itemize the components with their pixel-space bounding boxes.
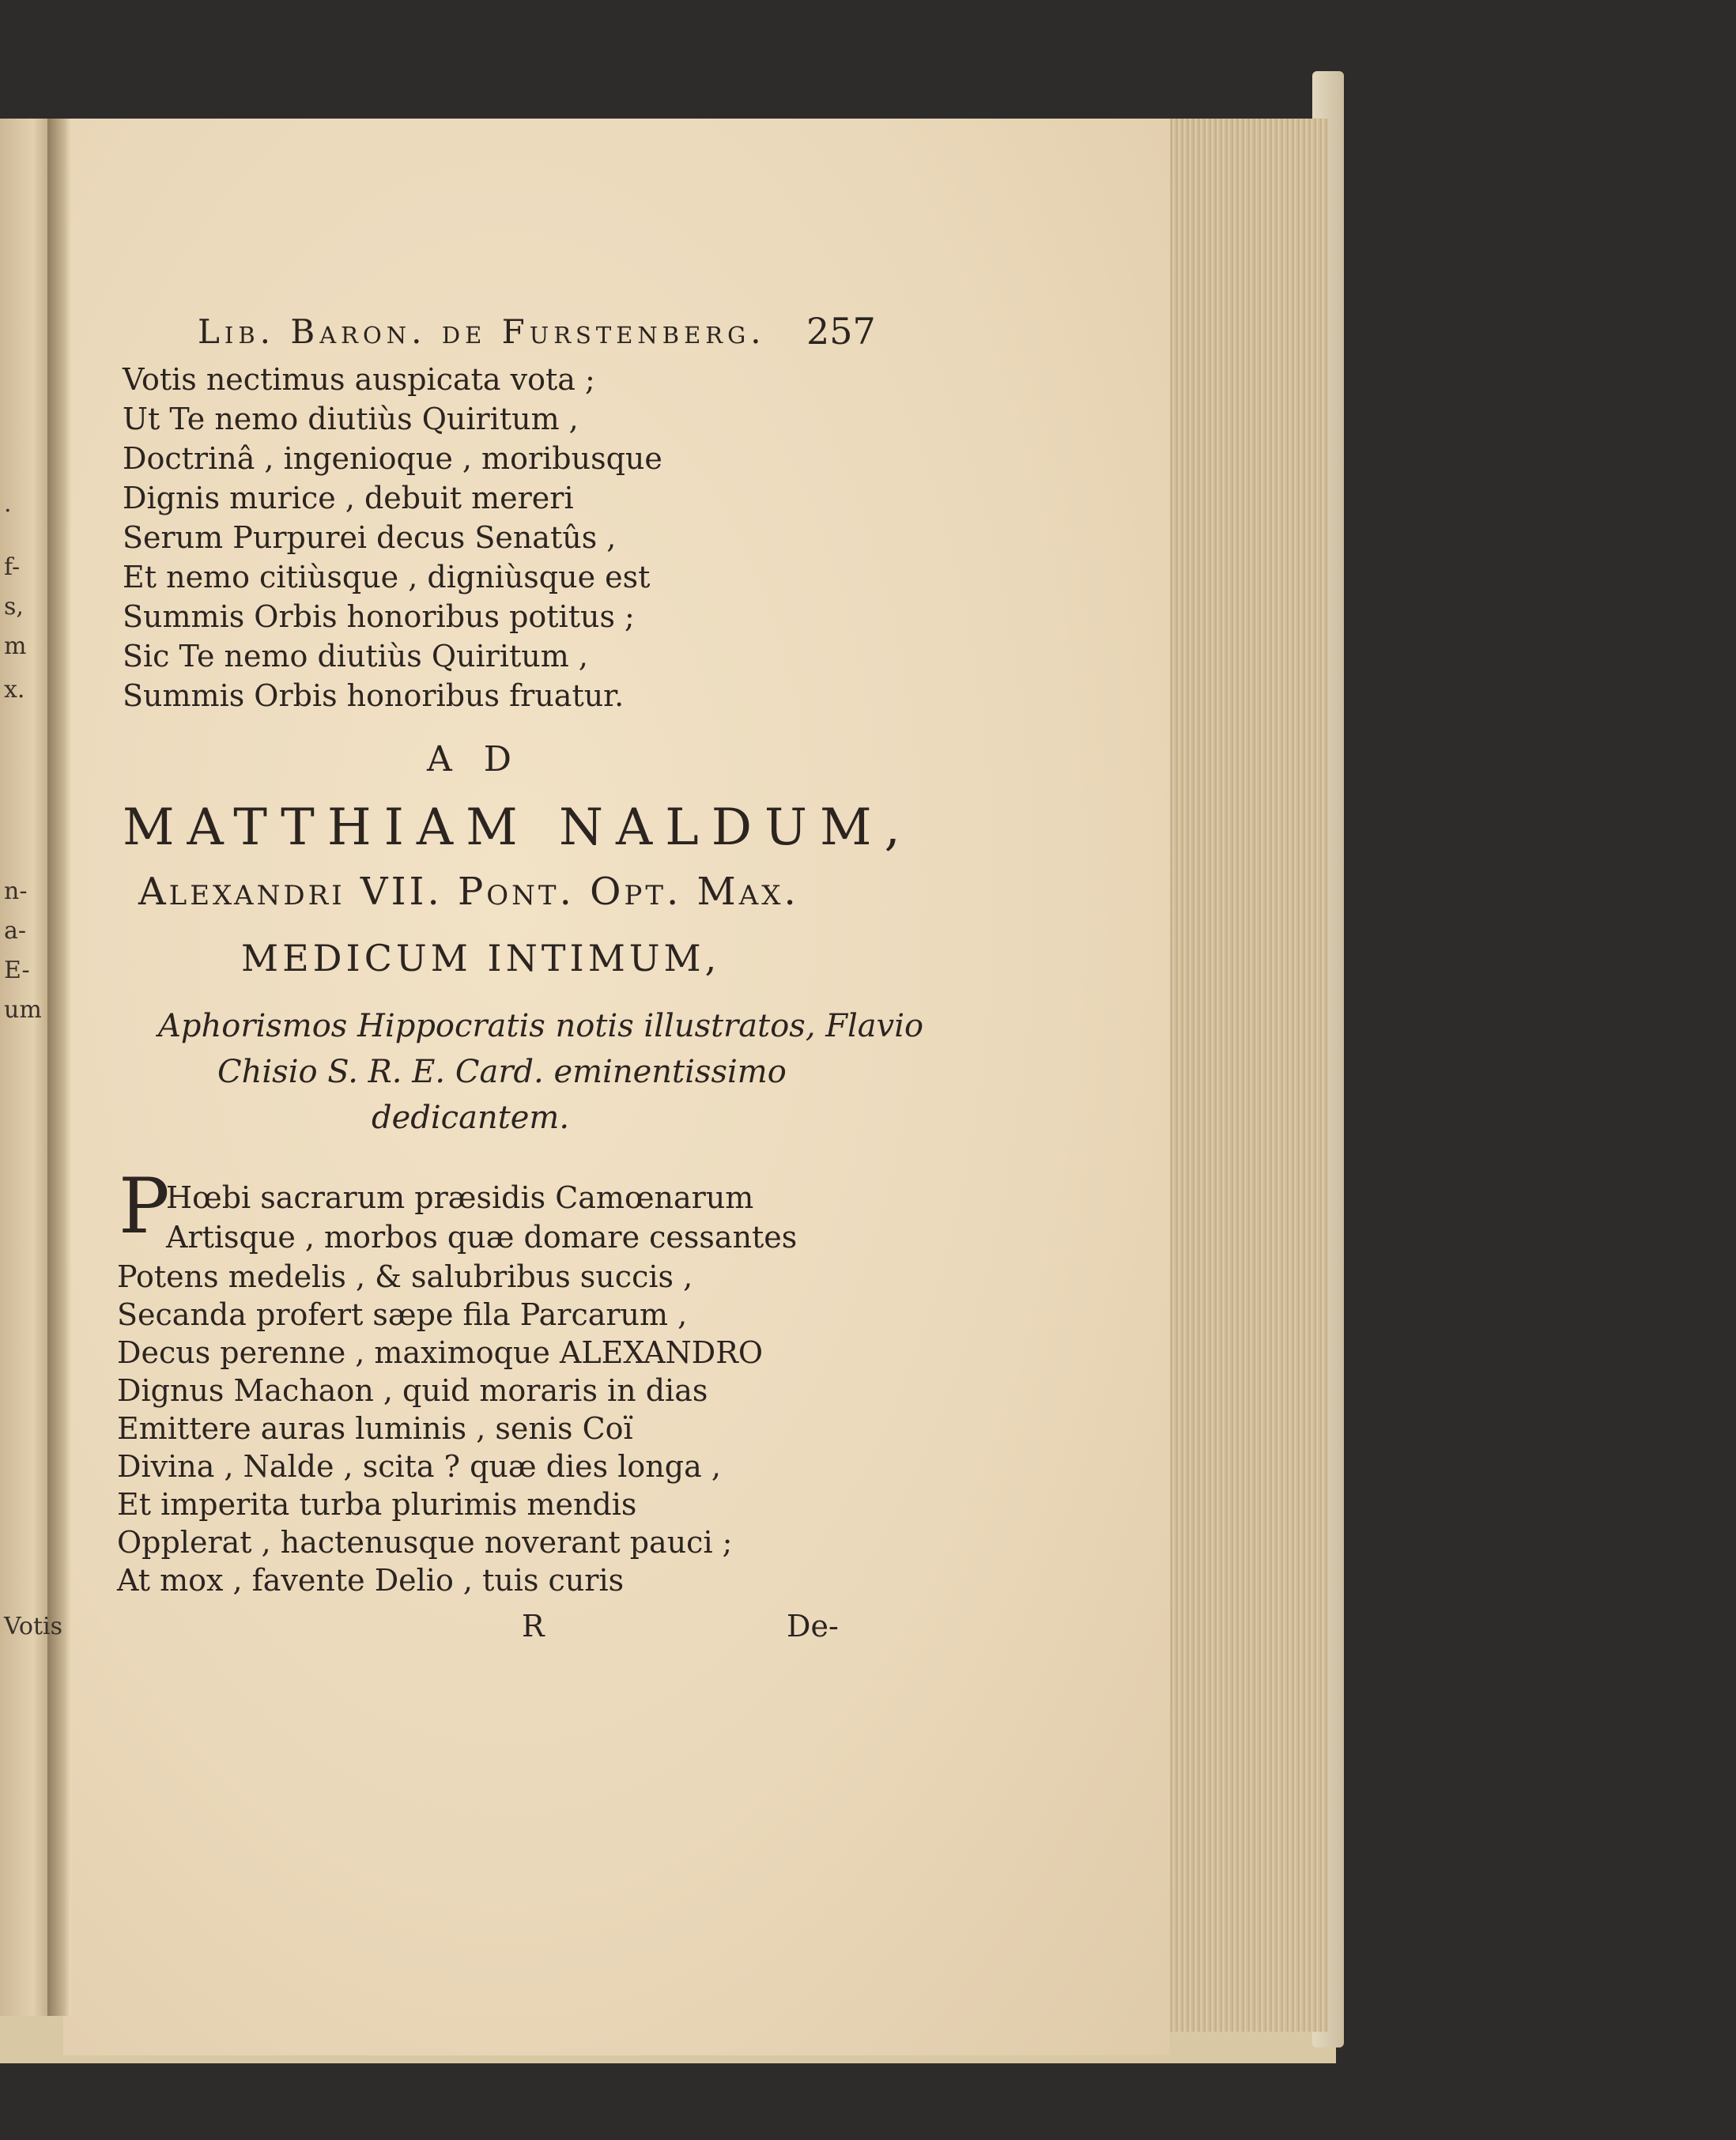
heading-ad: AD — [427, 739, 544, 779]
left-fragment: E- — [4, 957, 30, 984]
poem-line: Decus perenne , maximoque ALEXANDRO — [117, 1335, 764, 1370]
verse-line: Dignis murice , debuit mereri — [123, 481, 574, 515]
page-edges — [1170, 119, 1328, 2032]
verse-line: Et nemo citiùsque , digniùsque est — [123, 560, 651, 594]
running-title: Lib. Baron. de Furstenberg. — [198, 312, 766, 351]
poem-line: Et imperita turba plurimis mendis — [117, 1487, 637, 1522]
left-fragment: . — [4, 490, 12, 518]
poem-line: Secanda profert sæpe fila Parcarum , — [117, 1297, 688, 1332]
poem-line: Emittere auras luminis , senis Coï — [117, 1411, 633, 1446]
left-fragment: a- — [4, 917, 27, 945]
left-fragment: n- — [4, 878, 28, 905]
heading-name: MATTHIAM NALDUM, — [123, 798, 913, 857]
left-fragment: x. — [4, 676, 25, 704]
gutter — [47, 119, 71, 2016]
heading-medicum: MEDICUM INTIMUM, — [241, 937, 721, 979]
subtitle-line: dedicantem. — [372, 1100, 570, 1136]
left-fragment: f- — [4, 553, 21, 581]
poem-line: Potens medelis , & salubribus succis , — [117, 1259, 693, 1294]
catchword: De- — [787, 1609, 839, 1644]
poem-line: At mox , favente Delio , tuis curis — [117, 1563, 625, 1598]
subtitle-line: Chisio S. R. E. Card. eminentissimo — [217, 1054, 787, 1090]
verse-line: Doctrinâ , ingenioque , moribusque — [123, 441, 662, 476]
page-number: 257 — [806, 310, 876, 353]
verse-line: Summis Orbis honoribus fruatur. — [123, 678, 625, 713]
left-fragment: um — [4, 996, 42, 1024]
verse-line: Votis nectimus auspicata vota ; — [123, 362, 595, 397]
poem-line: Dignus Machaon , quid moraris in dias — [117, 1373, 708, 1408]
poem-line: Artisque , morbos quæ domare cessantes — [166, 1220, 798, 1255]
left-fragment: Votis — [4, 1613, 63, 1640]
verse-line: Ut Te nemo diutiùs Quiritum , — [123, 402, 579, 436]
left-fragment: m — [4, 632, 27, 660]
subtitle-line: Aphorismos Hippocratis notis illustratos, Flavio — [158, 1008, 924, 1044]
poem-line: Divina , Nalde , scita ? quæ dies longa , — [117, 1449, 721, 1484]
poem-line: Opplerat , hactenusque noverant pauci ; — [117, 1525, 733, 1560]
left-fragment: s, — [4, 593, 24, 621]
signature-mark: R — [522, 1609, 545, 1644]
verse-line: Serum Purpurei decus Senatûs , — [123, 520, 617, 555]
drop-cap: P — [119, 1162, 170, 1251]
verse-line: Summis Orbis honoribus potitus ; — [123, 599, 635, 634]
heading-alexandri: Alexandri VII. Pont. Opt. Max. — [138, 870, 799, 914]
poem-line: Hœbi sacrarum præsidis Camœnarum — [166, 1180, 754, 1215]
verse-line: Sic Te nemo diutiùs Quiritum , — [123, 639, 588, 674]
